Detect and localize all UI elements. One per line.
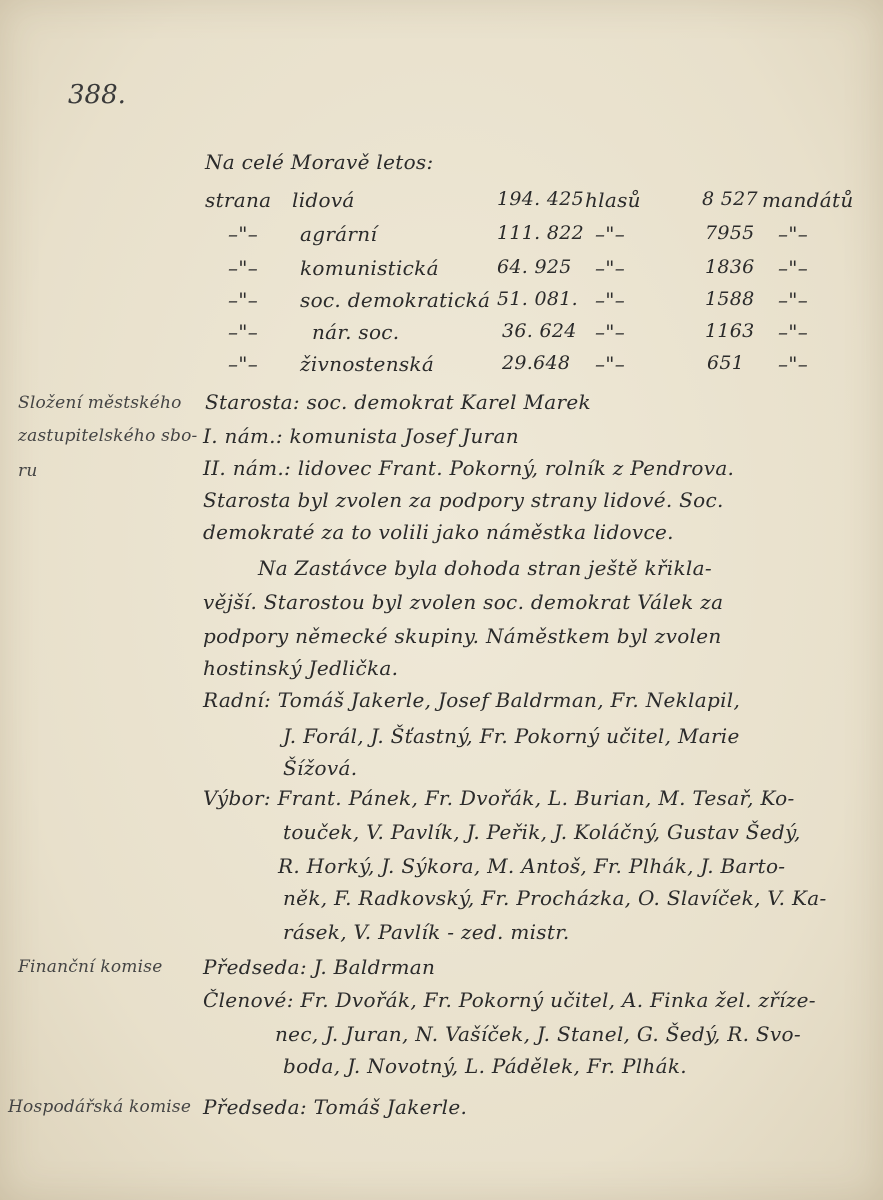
text-line: R. Horký, J. Sýkora, M. Antoš, Fr. Plhák, J. Barto-: [278, 854, 786, 878]
mandates-value: 1163: [705, 320, 755, 342]
party-name: lidová: [292, 188, 355, 212]
text-line: Členové: Fr. Dvořák, Fr. Pokorný učitel, A. Finka žel. zříze-: [203, 988, 816, 1012]
mandates-unit: –"–: [778, 352, 809, 376]
margin-note-economic: Hospodářská komise: [8, 1097, 192, 1117]
votes-unit: –"–: [595, 320, 626, 344]
mandates-value: 1836: [705, 256, 755, 278]
intro-line: Na celé Moravě letos:: [205, 150, 434, 174]
party-name: komunistická: [300, 256, 439, 280]
margin-note-council: ru: [18, 461, 38, 481]
table-row: [0, 288, 883, 316]
text-line: Předseda: Tomáš Jakerle.: [203, 1095, 468, 1119]
text-line: touček, V. Pavlík, J. Peřik, J. Koláčný, Gustav Šedý,: [283, 820, 801, 844]
row-marker: –"–: [228, 222, 259, 246]
text-line: vější. Starostou byl zvolen soc. demokrat Válek za: [203, 590, 724, 614]
party-name: agrární: [300, 222, 378, 246]
table-row: [0, 256, 883, 284]
text-line: podpory německé skupiny. Náměstkem byl zvolen: [203, 624, 722, 648]
votes-value: 29.648: [502, 352, 571, 374]
margin-note-council: Složení městského: [18, 393, 182, 413]
margin-note-finance: Finanční komise: [18, 957, 163, 977]
text-line: Výbor: Frant. Pánek, Fr. Dvořák, L. Burian, M. Tesař, Ko-: [203, 786, 795, 810]
table-row: [0, 320, 883, 348]
text-line: nec, J. Juran, N. Vašíček, J. Stanel, G. Šedý, R. Svo-: [275, 1022, 801, 1046]
mandates-unit: –"–: [778, 222, 809, 246]
votes-value: 36. 624: [502, 320, 577, 342]
row-marker: –"–: [228, 320, 259, 344]
text-line: Předseda: J. Baldrman: [203, 955, 436, 979]
text-line: boda, J. Novotný, L. Pádělek, Fr. Plhák.: [283, 1054, 687, 1078]
party-name: živnostenská: [300, 352, 435, 376]
row-marker: strana: [205, 188, 272, 212]
text-line: II. nám.: lidovec Frant. Pokorný, rolník z Pendrova.: [203, 456, 735, 480]
mandates-value: 7955: [705, 222, 755, 244]
mandates-unit: –"–: [778, 256, 809, 280]
row-marker: –"–: [228, 256, 259, 280]
mandates-value: 1588: [705, 288, 755, 310]
text-line: demokraté za to volili jako náměstka lidovce.: [203, 520, 674, 544]
mandates-unit: –"–: [778, 320, 809, 344]
votes-value: 64. 925: [497, 256, 572, 278]
text-line: Starosta: soc. demokrat Karel Marek: [205, 390, 591, 414]
text-line: něk, F. Radkovský, Fr. Procházka, O. Slavíček, V. Ka-: [283, 886, 827, 910]
party-name: nár. soc.: [312, 320, 400, 344]
votes-unit: –"–: [595, 256, 626, 280]
text-line: Šížová.: [283, 756, 358, 780]
votes-unit: –"–: [595, 288, 626, 312]
votes-unit: hlasů: [585, 188, 641, 212]
votes-unit: –"–: [595, 222, 626, 246]
votes-unit: –"–: [595, 352, 626, 376]
table-row: [0, 352, 883, 380]
text-line: I. nám.: komunista Josef Juran: [203, 424, 519, 448]
text-line: Radní: Tomáš Jakerle, Josef Baldrman, Fr. Neklapil,: [203, 688, 741, 712]
mandates-value: 651: [707, 352, 745, 374]
row-marker: –"–: [228, 288, 259, 312]
table-row: [0, 222, 883, 250]
margin-note-council: zastupitelského sbo-: [18, 426, 198, 446]
mandates-unit: mandátů: [762, 188, 854, 212]
mandates-value: 8 527: [702, 188, 758, 210]
text-line: Starosta byl zvolen za podpory strany lidové. Soc.: [203, 488, 724, 512]
page-number: 388.: [68, 80, 126, 110]
votes-value: 111. 822: [497, 222, 585, 244]
mandates-unit: –"–: [778, 288, 809, 312]
text-line: hostinský Jedlička.: [203, 656, 399, 680]
party-name: soc. demokratická: [300, 288, 491, 312]
text-line: Na Zastávce byla dohoda stran ještě křikla-: [258, 556, 712, 580]
text-line: J. Forál, J. Šťastný, Fr. Pokorný učitel, Marie: [283, 724, 740, 748]
text-line: rásek, V. Pavlík - zed. mistr.: [283, 920, 570, 944]
row-marker: –"–: [228, 352, 259, 376]
table-row: [0, 188, 883, 216]
votes-value: 51. 081.: [497, 288, 578, 310]
votes-value: 194. 425: [497, 188, 585, 210]
